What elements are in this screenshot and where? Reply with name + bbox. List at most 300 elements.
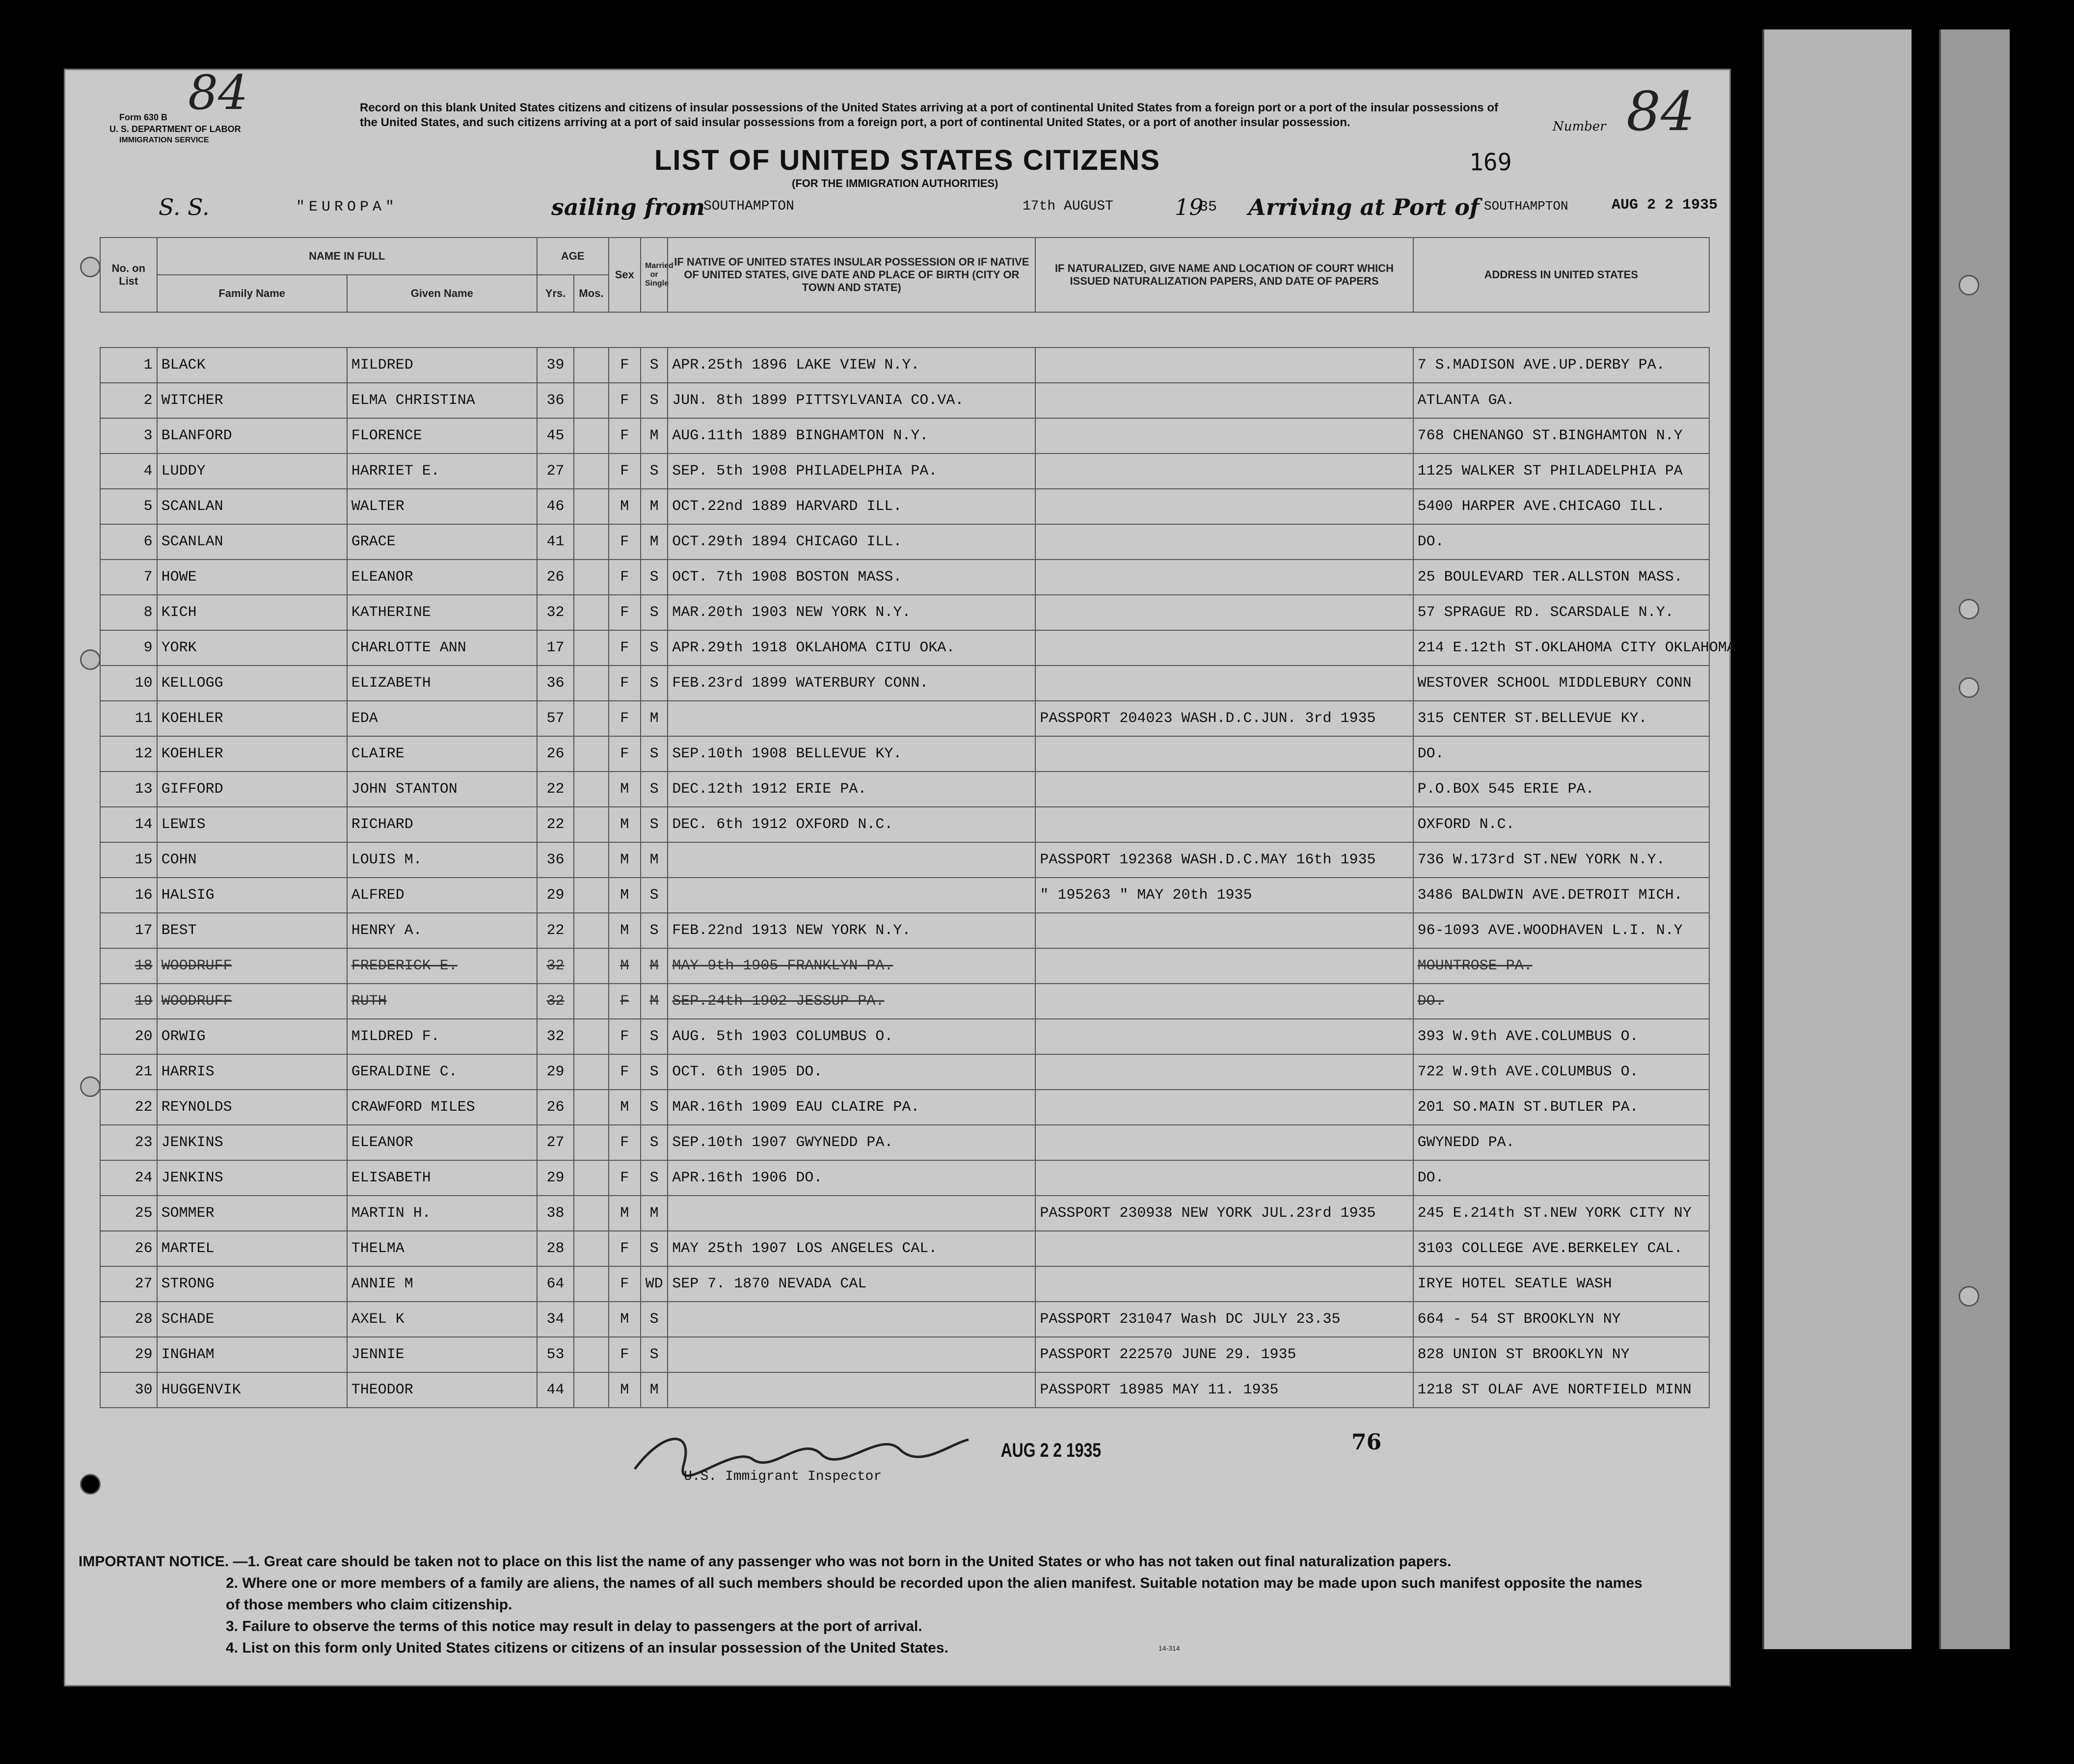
given-name: RUTH [347, 984, 537, 1019]
age-years: 29 [537, 1160, 574, 1196]
table-row [100, 1302, 1709, 1337]
naturalization-info: PASSPORT 231047 Wash DC JULY 23.35 [1035, 1302, 1413, 1337]
sex: M [609, 913, 641, 948]
sail-year: 35 [1199, 199, 1217, 215]
family-name: KELLOGG [157, 666, 347, 701]
sex: F [609, 701, 641, 736]
age-years: 32 [537, 984, 574, 1019]
marital-status: M [641, 418, 668, 454]
address: DO. [1413, 524, 1709, 560]
family-name: KOEHLER [157, 701, 347, 736]
table-row [100, 489, 1709, 524]
given-name: ELEANOR [347, 560, 537, 595]
punch-hole [80, 649, 101, 670]
age-months [574, 701, 608, 736]
marital-status: S [641, 454, 668, 489]
age-months [574, 913, 608, 948]
naturalization-info [1035, 666, 1413, 701]
address: 1125 WALKER ST PHILADELPHIA PA [1413, 454, 1709, 489]
sex: M [609, 772, 641, 807]
birth-info [668, 1337, 1035, 1372]
marital-status: WD [641, 1266, 668, 1302]
given-name: EDA [347, 701, 537, 736]
age-years: 64 [537, 1266, 574, 1302]
birth-info: MAY 9th 1905 FRANKLYN PA. [668, 948, 1035, 984]
naturalization-info [1035, 1160, 1413, 1196]
row-number: 8 [100, 595, 157, 630]
row-number: 15 [100, 842, 157, 878]
table-row [100, 560, 1709, 595]
age-years: 32 [537, 1019, 574, 1054]
age-months [574, 454, 608, 489]
row-number: 26 [100, 1231, 157, 1266]
address: 3103 COLLEGE AVE.BERKELEY CAL. [1413, 1231, 1709, 1266]
table-row [100, 842, 1709, 878]
sex: F [609, 1160, 641, 1196]
family-name: WOODRUFF [157, 984, 347, 1019]
age-months [574, 595, 608, 630]
address: 57 SPRAGUE RD. SCARSDALE N.Y. [1413, 595, 1709, 630]
family-name: MARTEL [157, 1231, 347, 1266]
table-row [100, 984, 1709, 1019]
age-months [574, 666, 608, 701]
family-name: BLANFORD [157, 418, 347, 454]
birth-info [668, 701, 1035, 736]
sex: F [609, 1337, 641, 1372]
sex: M [609, 948, 641, 984]
sex: M [609, 1302, 641, 1337]
birth-info [668, 1196, 1035, 1231]
row-number: 13 [100, 772, 157, 807]
marital-status: S [641, 383, 668, 418]
table-row [100, 524, 1709, 560]
marital-status: M [641, 524, 668, 560]
sex: F [609, 347, 641, 383]
age-years: 57 [537, 701, 574, 736]
birth-info: APR.29th 1918 OKLAHOMA CITU OKA. [668, 630, 1035, 666]
address: 201 SO.MAIN ST.BUTLER PA. [1413, 1090, 1709, 1125]
age-months [574, 984, 608, 1019]
table-row [100, 630, 1709, 666]
naturalization-info [1035, 948, 1413, 984]
notice-title: IMPORTANT NOTICE. [79, 1553, 229, 1570]
family-name: HUGGENVIK [157, 1372, 347, 1408]
age-months [574, 1019, 608, 1054]
row-number: 27 [100, 1266, 157, 1302]
manifest-table [100, 237, 1736, 1408]
ship-line [159, 194, 1729, 223]
address: 393 W.9th AVE.COLUMBUS O. [1413, 1019, 1709, 1054]
department-label: U. S. DEPARTMENT OF LABOR [109, 124, 241, 134]
sex: M [609, 489, 641, 524]
table-row [100, 454, 1709, 489]
age-years: 39 [537, 347, 574, 383]
sex: F [609, 1019, 641, 1054]
row-number: 23 [100, 1125, 157, 1160]
punch-hole [80, 257, 101, 277]
age-years: 38 [537, 1196, 574, 1231]
naturalization-info: PASSPORT 230938 NEW YORK JUL.23rd 1935 [1035, 1196, 1413, 1231]
table-row [100, 1231, 1709, 1266]
age-years: 17 [537, 630, 574, 666]
punch-hole [1959, 1286, 1979, 1307]
naturalization-info [1035, 736, 1413, 772]
naturalization-info [1035, 595, 1413, 630]
arriving-label: Arriving at Port of [1248, 194, 1480, 220]
marital-status: S [641, 666, 668, 701]
age-months [574, 807, 608, 842]
address: 7 S.MADISON AVE.UP.DERBY PA. [1413, 347, 1709, 383]
age-years: 36 [537, 666, 574, 701]
punch-hole [1959, 599, 1979, 619]
naturalization-info [1035, 524, 1413, 560]
family-name: LUDDY [157, 454, 347, 489]
birth-info: SEP.10th 1908 BELLEVUE KY. [668, 736, 1035, 772]
age-months [574, 489, 608, 524]
address: MOUNTROSE PA. [1413, 948, 1709, 984]
punch-hole [1959, 275, 1979, 295]
col-birth: IF NATIVE OF UNITED STATES INSULAR POSSESSION OR IF NATIVE OF UNITED STATES, GIVE DATE AND PLACE OF BIRTH (CITY OR TOWN AND STATE) [668, 238, 1035, 312]
marital-status: S [641, 1125, 668, 1160]
page-edge [1762, 29, 1912, 1649]
table-row [100, 878, 1709, 913]
marital-status: S [641, 1019, 668, 1054]
naturalization-info [1035, 1125, 1413, 1160]
age-years: 34 [537, 1302, 574, 1337]
row-number: 21 [100, 1054, 157, 1090]
row-number: 24 [100, 1160, 157, 1196]
page-subtitle: (FOR THE IMMIGRATION AUTHORITIES) [792, 177, 998, 189]
address: 96-1093 AVE.WOODHAVEN L.I. N.Y [1413, 913, 1709, 948]
family-name: WOODRUFF [157, 948, 347, 984]
birth-info [668, 878, 1035, 913]
col-mos: Mos. [574, 275, 608, 312]
family-name: JENKINS [157, 1125, 347, 1160]
age-years: 53 [537, 1337, 574, 1372]
family-name: HARRIS [157, 1054, 347, 1090]
naturalization-info [1035, 1019, 1413, 1054]
col-age: AGE [537, 238, 609, 275]
address: DO. [1413, 1160, 1709, 1196]
family-name: GIFFORD [157, 772, 347, 807]
naturalization-info [1035, 418, 1413, 454]
family-name: STRONG [157, 1266, 347, 1302]
family-name: YORK [157, 630, 347, 666]
given-name: LOUIS M. [347, 842, 537, 878]
family-name: SCANLAN [157, 524, 347, 560]
given-name: ALFRED [347, 878, 537, 913]
naturalization-info [1035, 984, 1413, 1019]
blank-row [100, 312, 1709, 347]
age-years: 26 [537, 1090, 574, 1125]
sex: F [609, 560, 641, 595]
sex: M [609, 1090, 641, 1125]
sex: F [609, 984, 641, 1019]
age-months [574, 878, 608, 913]
family-name: KICH [157, 595, 347, 630]
family-name: LEWIS [157, 807, 347, 842]
sex: F [609, 524, 641, 560]
naturalization-info [1035, 347, 1413, 383]
table-row [100, 1125, 1709, 1160]
given-name: FLORENCE [347, 418, 537, 454]
birth-info: AUG.11th 1889 BINGHAMTON N.Y. [668, 418, 1035, 454]
marital-status: S [641, 1231, 668, 1266]
table-row [100, 1196, 1709, 1231]
birth-info: APR.16th 1906 DO. [668, 1160, 1035, 1196]
page-title: LIST OF UNITED STATES CITIZENS [654, 144, 1160, 176]
sex: M [609, 878, 641, 913]
row-number: 17 [100, 913, 157, 948]
birth-info: SEP 7. 1870 NEVADA CAL [668, 1266, 1035, 1302]
address: DO. [1413, 736, 1709, 772]
marital-status: S [641, 1337, 668, 1372]
birth-info: MAR.20th 1903 NEW YORK N.Y. [668, 595, 1035, 630]
age-years: 27 [537, 1125, 574, 1160]
instructions-text: Record on this blank United States citizens and citizens of insular possessions of the United States arriving at a port of continental United States from a foreign port or a port of the insular possessions of the United States, and such citizens arriving at a port of said insular possessions from a foreign port, a port of continental United States, or a port of another insular possession. [360, 101, 1499, 129]
given-name: ANNIE M [347, 1266, 537, 1302]
birth-info: OCT.29th 1894 CHICAGO ILL. [668, 524, 1035, 560]
notice-4: 4. List on this form only United States citizens or citizens of an insular possession of the United States. [226, 1640, 948, 1656]
age-months [574, 948, 608, 984]
birth-info: FEB.22nd 1913 NEW YORK N.Y. [668, 913, 1035, 948]
address: 828 UNION ST BROOKLYN NY [1413, 1337, 1709, 1372]
given-name: JOHN STANTON [347, 772, 537, 807]
address: P.O.BOX 545 ERIE PA. [1413, 772, 1709, 807]
sex: F [609, 454, 641, 489]
given-name: KATHERINE [347, 595, 537, 630]
age-years: 36 [537, 383, 574, 418]
table-row [100, 595, 1709, 630]
handwritten-number: 84 [188, 65, 248, 120]
marital-status: S [641, 347, 668, 383]
naturalization-info: PASSPORT 222570 JUNE 29. 1935 [1035, 1337, 1413, 1372]
age-months [574, 1302, 608, 1337]
list-number: 84 [1626, 80, 1695, 143]
age-months [574, 1090, 608, 1125]
naturalization-info [1035, 807, 1413, 842]
given-name: JENNIE [347, 1337, 537, 1372]
address: 315 CENTER ST.BELLEVUE KY. [1413, 701, 1709, 736]
row-number: 14 [100, 807, 157, 842]
birth-info: SEP. 5th 1908 PHILADELPHIA PA. [668, 454, 1035, 489]
sex: F [609, 1231, 641, 1266]
family-name: KOEHLER [157, 736, 347, 772]
given-name: AXEL K [347, 1302, 537, 1337]
given-name: THELMA [347, 1231, 537, 1266]
naturalization-info [1035, 772, 1413, 807]
birth-info: OCT. 6th 1905 DO. [668, 1054, 1035, 1090]
row-number: 12 [100, 736, 157, 772]
family-name: ORWIG [157, 1019, 347, 1054]
table-row [100, 666, 1709, 701]
row-number: 16 [100, 878, 157, 913]
col-family-name: Family Name [157, 275, 347, 312]
col-married: Married or Single [641, 238, 668, 312]
age-years: 46 [537, 489, 574, 524]
marital-status: S [641, 807, 668, 842]
naturalization-info: PASSPORT 192368 WASH.D.C.MAY 16th 1935 [1035, 842, 1413, 878]
sex: F [609, 595, 641, 630]
col-yrs: Yrs. [537, 275, 574, 312]
family-name: SCANLAN [157, 489, 347, 524]
page-stamp: 169 [1469, 149, 1512, 176]
birth-info: DEC.12th 1912 ERIE PA. [668, 772, 1035, 807]
notice-2: 2. Where one or more members of a family are aliens, the names of all such members should be recorded upon the alien manifest. Suitable notation may be made upon such manifest opposite the names of those members who claim citizenship. [226, 1575, 1643, 1613]
table-row [100, 1019, 1709, 1054]
address: IRYE HOTEL SEATLE WASH [1413, 1266, 1709, 1302]
address: 5400 HARPER AVE.CHICAGO ILL. [1413, 489, 1709, 524]
notice-line-1 [79, 1551, 1649, 1573]
birth-info: JUN. 8th 1899 PITTSYLVANIA CO.VA. [668, 383, 1035, 418]
given-name: MILDRED F. [347, 1019, 537, 1054]
family-name: BEST [157, 913, 347, 948]
table-row [100, 1054, 1709, 1090]
marital-status: S [641, 630, 668, 666]
age-months [574, 630, 608, 666]
col-sex: Sex [609, 238, 641, 312]
table-row [100, 383, 1709, 418]
marital-status: S [641, 1302, 668, 1337]
table-row [100, 736, 1709, 772]
birth-info [668, 1372, 1035, 1408]
age-months [574, 736, 608, 772]
sex: F [609, 418, 641, 454]
naturalization-info [1035, 1231, 1413, 1266]
age-months [574, 1160, 608, 1196]
marital-status: M [641, 701, 668, 736]
row-number: 20 [100, 1019, 157, 1054]
naturalization-info [1035, 1266, 1413, 1302]
address: WESTOVER SCHOOL MIDDLEBURY CONN [1413, 666, 1709, 701]
naturalization-info: PASSPORT 204023 WASH.D.C.JUN. 3rd 1935 [1035, 701, 1413, 736]
address: 214 E.12th ST.OKLAHOMA CITY OKLAHOMA [1413, 630, 1709, 666]
row-number: 25 [100, 1196, 157, 1231]
table-row [100, 418, 1709, 454]
age-months [574, 1054, 608, 1090]
family-name: JENKINS [157, 1160, 347, 1196]
sailing-from: SOUTHAMPTON [703, 199, 794, 214]
age-months [574, 1266, 608, 1302]
birth-info: AUG. 5th 1903 COLUMBUS O. [668, 1019, 1035, 1054]
table-row [100, 948, 1709, 984]
marital-status: S [641, 736, 668, 772]
marital-status: S [641, 1090, 668, 1125]
age-years: 41 [537, 524, 574, 560]
punch-hole [1959, 677, 1979, 698]
punch-hole [80, 1474, 101, 1495]
row-number: 28 [100, 1302, 157, 1337]
year-prefix: 19 [1175, 194, 1204, 220]
sail-date: 17th AUGUST [1023, 199, 1113, 214]
arrival-port: SOUTHAMPTON [1484, 199, 1568, 214]
sex: F [609, 1125, 641, 1160]
col-address: ADDRESS IN UNITED STATES [1413, 238, 1709, 312]
row-number: 10 [100, 666, 157, 701]
age-months [574, 772, 608, 807]
age-years: 29 [537, 878, 574, 913]
sailing-label: sailing from [551, 194, 705, 220]
family-name: REYNOLDS [157, 1090, 347, 1125]
table-row [100, 772, 1709, 807]
given-name: WALTER [347, 489, 537, 524]
arrival-date: AUG 2 2 1935 [1612, 197, 1718, 214]
ss-label: S. S. [159, 194, 210, 220]
birth-info: DEC. 6th 1912 OXFORD N.C. [668, 807, 1035, 842]
naturalization-info [1035, 560, 1413, 595]
row-number: 9 [100, 630, 157, 666]
marital-status: M [641, 842, 668, 878]
birth-info: OCT. 7th 1908 BOSTON MASS. [668, 560, 1035, 595]
marital-status: S [641, 1054, 668, 1090]
marital-status: M [641, 948, 668, 984]
given-name: RICHARD [347, 807, 537, 842]
age-years: 32 [537, 948, 574, 984]
address: OXFORD N.C. [1413, 807, 1709, 842]
row-number: 3 [100, 418, 157, 454]
address: 736 W.173rd ST.NEW YORK N.Y. [1413, 842, 1709, 878]
row-number: 19 [100, 984, 157, 1019]
notice-3: 3. Failure to observe the terms of this notice may result in delay to passengers at the port of arrival. [226, 1618, 922, 1634]
age-months [574, 347, 608, 383]
naturalization-info [1035, 630, 1413, 666]
age-months [574, 1337, 608, 1372]
given-name: GERALDINE C. [347, 1054, 537, 1090]
marital-status: M [641, 984, 668, 1019]
sex: F [609, 1266, 641, 1302]
marital-status: S [641, 878, 668, 913]
marital-status: M [641, 489, 668, 524]
given-name: MARTIN H. [347, 1196, 537, 1231]
address: 1218 ST OLAF AVE NORTFIELD MINN [1413, 1372, 1709, 1408]
age-months [574, 383, 608, 418]
marital-status: M [641, 1196, 668, 1231]
family-name: SOMMER [157, 1196, 347, 1231]
table-row [100, 1266, 1709, 1302]
birth-info: SEP.24th 1902 JESSUP PA. [668, 984, 1035, 1019]
family-name: HOWE [157, 560, 347, 595]
age-months [574, 1196, 608, 1231]
table-row [100, 1372, 1709, 1408]
family-name: SCHADE [157, 1302, 347, 1337]
address: ATLANTA GA. [1413, 383, 1709, 418]
given-name: ELMA CHRISTINA [347, 383, 537, 418]
age-years: 32 [537, 595, 574, 630]
form-code: 14-314 [1158, 1644, 1180, 1652]
age-years: 29 [537, 1054, 574, 1090]
ship-name: "EUROPA" [296, 199, 399, 215]
family-name: INGHAM [157, 1337, 347, 1372]
row-number: 11 [100, 701, 157, 736]
given-name: ELIZABETH [347, 666, 537, 701]
row-number: 4 [100, 454, 157, 489]
service-label: IMMIGRATION SERVICE [119, 136, 209, 144]
naturalization-info [1035, 383, 1413, 418]
given-name: ELEANOR [347, 1125, 537, 1160]
sex: M [609, 1196, 641, 1231]
table-row [100, 1160, 1709, 1196]
given-name: CRAWFORD MILES [347, 1090, 537, 1125]
row-number: 22 [100, 1090, 157, 1125]
marital-status: S [641, 772, 668, 807]
table-row [100, 1337, 1709, 1372]
table-row [100, 807, 1709, 842]
address: 722 W.9th AVE.COLUMBUS O. [1413, 1054, 1709, 1090]
age-months [574, 1372, 608, 1408]
address: GWYNEDD PA. [1413, 1125, 1709, 1160]
marital-status: S [641, 913, 668, 948]
naturalization-info [1035, 1090, 1413, 1125]
